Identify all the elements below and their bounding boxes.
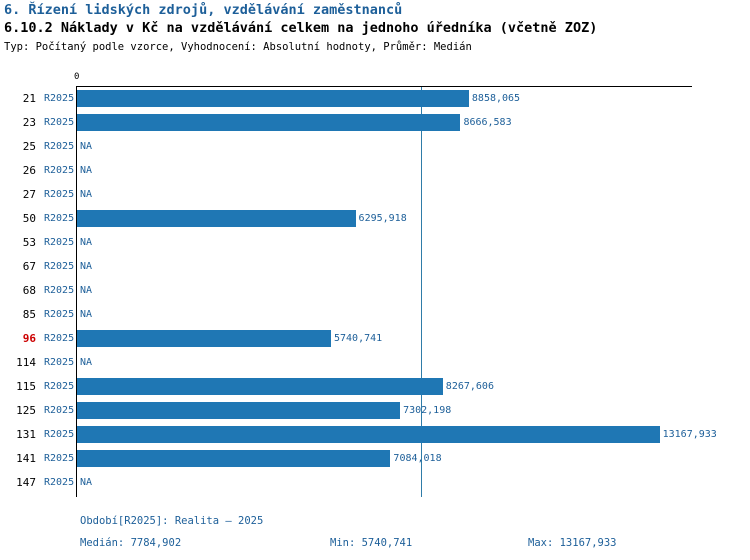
bar[interactable] <box>77 402 400 419</box>
row-na-label: NA <box>80 477 93 488</box>
row-bar-container <box>77 207 750 231</box>
row-bar-container <box>77 159 750 183</box>
row-category-label: 50 <box>22 212 36 225</box>
row-category-label: 141 <box>16 452 36 465</box>
row-series-label: R2025 <box>44 261 75 272</box>
row-category-label: 25 <box>22 140 36 153</box>
chart-row <box>0 87 750 111</box>
bar-rows <box>0 87 750 495</box>
row-category-label: 26 <box>22 164 36 177</box>
row-series-label: R2025 <box>44 405 75 416</box>
x-axis-tick-0: 0 <box>74 72 80 82</box>
stat-max: Max: 13167,933 <box>528 537 617 549</box>
page-title: 6. Řízení lidských zdrojů, vzdělávání zaměstnanců <box>4 2 403 18</box>
row-category-label: 67 <box>22 260 36 273</box>
bar[interactable] <box>77 378 443 395</box>
row-category-label: 114 <box>16 356 36 369</box>
row-series-label: R2025 <box>44 117 75 128</box>
bar-value-label: 5740,741 <box>333 333 383 344</box>
row-category-label: 68 <box>22 284 36 297</box>
legend-period: Období[R2025]: Realita – 2025 <box>80 515 264 527</box>
row-na-label: NA <box>80 189 93 200</box>
bar-value-label: 8858,065 <box>471 93 521 104</box>
bar[interactable] <box>77 114 460 131</box>
row-category-label: 125 <box>16 404 36 417</box>
row-series-label: R2025 <box>44 165 75 176</box>
chart-plot-area <box>0 72 750 497</box>
row-series-label: R2025 <box>44 477 75 488</box>
row-na-label: NA <box>80 357 93 368</box>
row-bar-container <box>77 423 750 447</box>
bar-value-label: 7084,018 <box>393 453 442 464</box>
stat-min: Min: 5740,741 <box>330 537 413 549</box>
row-na-label: NA <box>80 309 93 320</box>
row-bar-container <box>77 399 750 423</box>
row-series-label: R2025 <box>44 381 75 392</box>
row-bar-container <box>77 471 750 495</box>
row-series-label: R2025 <box>44 333 75 344</box>
bar[interactable] <box>77 210 356 227</box>
chart-row <box>0 207 750 231</box>
chart-header <box>0 0 750 55</box>
chart-row <box>0 231 750 255</box>
row-series-label: R2025 <box>44 357 75 368</box>
row-series-label: R2025 <box>44 285 75 296</box>
chart-row <box>0 279 750 303</box>
row-series-label: R2025 <box>44 93 75 104</box>
row-bar-container <box>77 279 750 303</box>
chart-row <box>0 135 750 159</box>
row-bar-container <box>77 327 750 351</box>
row-bar-container <box>77 111 750 135</box>
row-category-label: 53 <box>22 236 36 249</box>
bar-value-label: 7302,198 <box>403 405 452 416</box>
row-series-label: R2025 <box>44 309 75 320</box>
chart-row <box>0 111 750 135</box>
chart-row <box>0 423 750 447</box>
chart-row <box>0 255 750 279</box>
row-category-label: 21 <box>22 92 36 105</box>
row-series-label: R2025 <box>44 237 75 248</box>
row-category-label: 131 <box>16 428 36 441</box>
row-series-label: R2025 <box>44 213 75 224</box>
row-bar-container <box>77 255 750 279</box>
row-category-label: 23 <box>22 116 36 129</box>
row-category-label: 27 <box>22 188 36 201</box>
chart-row <box>0 327 750 351</box>
row-na-label: NA <box>80 285 93 296</box>
row-na-label: NA <box>80 165 93 176</box>
row-bar-container <box>77 375 750 399</box>
row-na-label: NA <box>80 261 93 272</box>
chart-title: 6.10.2 Náklady v Kč na vzdělávání celkem na jednoho úředníka (včetně ZOZ) <box>4 20 598 36</box>
row-na-label: NA <box>80 237 93 248</box>
chart-row <box>0 351 750 375</box>
row-bar-container <box>77 183 750 207</box>
chart-type-info: Typ: Počítaný podle vzorce, Vyhodnocení: Absolutní hodnoty, Průměr: Medián <box>4 41 472 53</box>
row-bar-container <box>77 303 750 327</box>
chart-row <box>0 447 750 471</box>
stat-median: Medián: 7784,902 <box>80 537 182 549</box>
bar[interactable] <box>77 330 331 347</box>
row-bar-container <box>77 447 750 471</box>
chart-row <box>0 159 750 183</box>
chart-row <box>0 375 750 399</box>
chart-row <box>0 183 750 207</box>
row-category-label: 96 <box>22 332 36 345</box>
bar-value-label: 8267,606 <box>445 381 494 392</box>
row-category-label: 147 <box>16 476 36 489</box>
chart-row <box>0 471 750 495</box>
row-bar-container <box>77 231 750 255</box>
bar[interactable] <box>77 426 660 443</box>
bar[interactable] <box>77 450 390 467</box>
row-bar-container <box>77 135 750 159</box>
row-category-label: 115 <box>16 380 36 393</box>
bar[interactable] <box>77 90 469 107</box>
chart-row <box>0 303 750 327</box>
bar-value-label: 8666,583 <box>463 117 512 128</box>
row-category-label: 85 <box>22 308 36 321</box>
row-na-label: NA <box>80 141 93 152</box>
row-series-label: R2025 <box>44 429 75 440</box>
bar-value-label: 13167,933 <box>662 429 717 440</box>
row-series-label: R2025 <box>44 189 75 200</box>
bar-value-label: 6295,918 <box>358 213 407 224</box>
row-series-label: R2025 <box>44 141 75 152</box>
row-bar-container <box>77 87 750 111</box>
row-series-label: R2025 <box>44 453 75 464</box>
chart-row <box>0 399 750 423</box>
row-bar-container <box>77 351 750 375</box>
